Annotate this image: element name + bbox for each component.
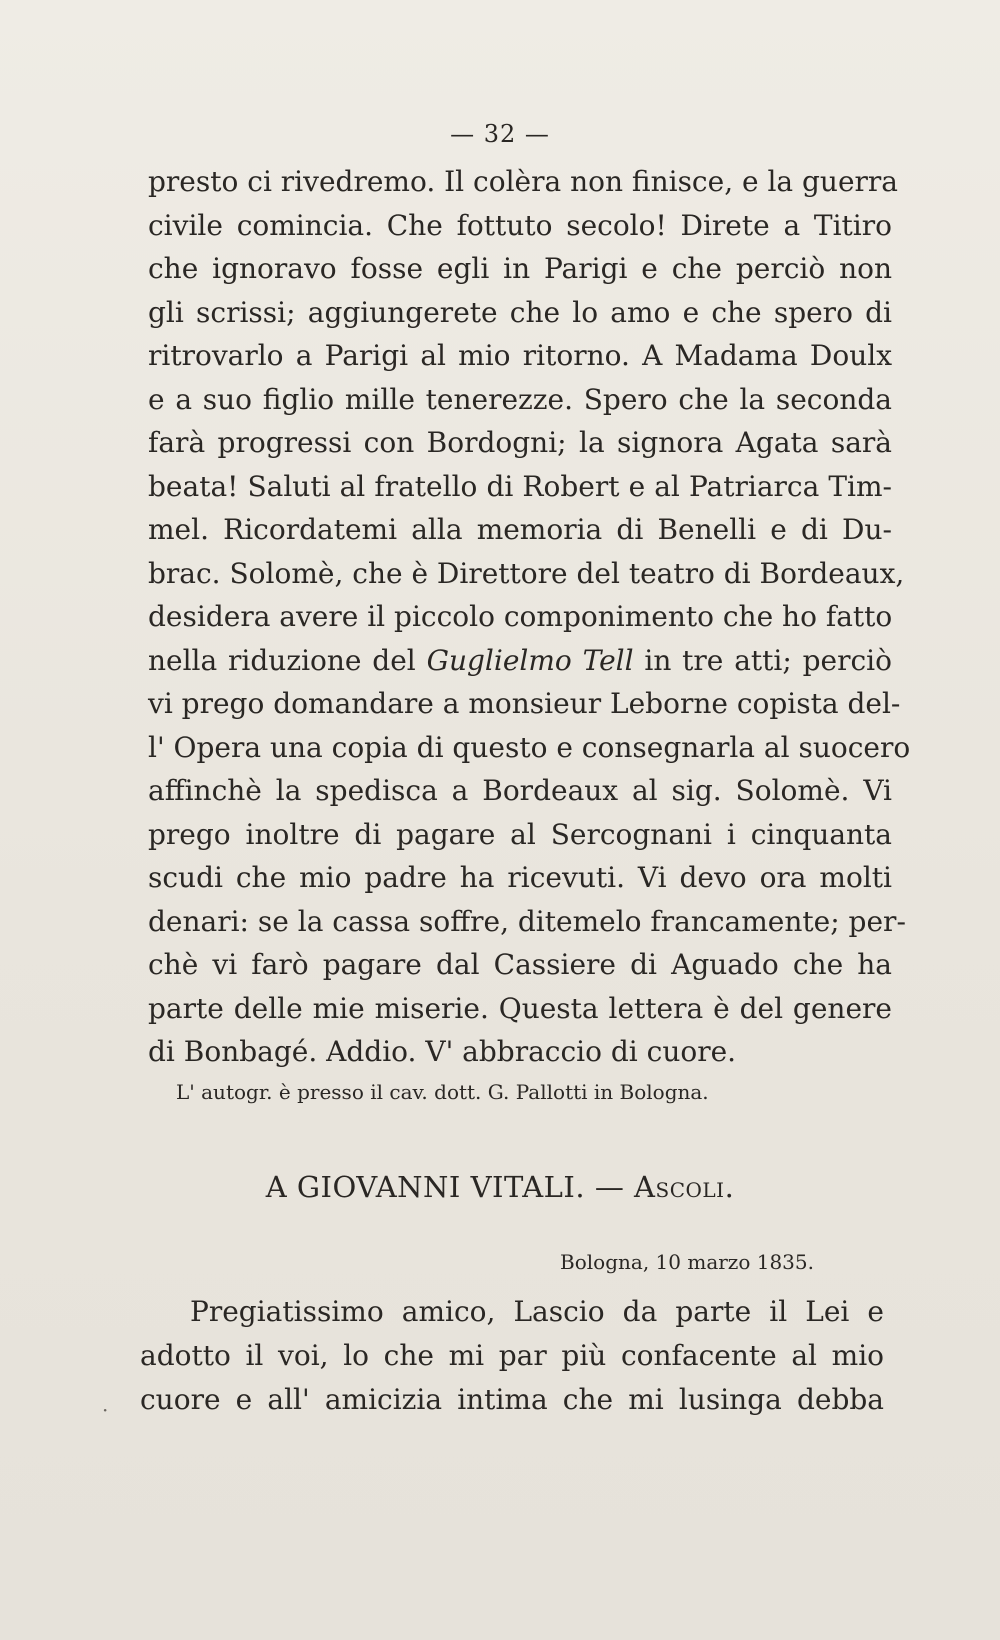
- text-line: gli scrissi; aggiungerete che lo amo e che spero di: [148, 295, 892, 329]
- letter-continuation: [148, 160, 911, 1074]
- text-line: mel. Ricordatemi alla memoria di Benelli e di Du-: [148, 513, 892, 546]
- margin-mark: ·: [102, 1398, 109, 1422]
- text-segment: in tre atti; perciò: [633, 643, 892, 677]
- letter-place: Ascoli.: [634, 1170, 735, 1204]
- text-line: scudi che mio padre ha ricevuti. Vi devo ora molti: [148, 861, 892, 894]
- text-segment: nella riduzione del: [148, 643, 427, 677]
- new-letter-body: [140, 1290, 884, 1422]
- text-line: chè vi farò pagare dal Cassiere di Aguado che ha: [148, 948, 892, 981]
- text-line-closing: di Bonbagé. Addio. V' abbraccio di cuore.: [148, 1035, 737, 1068]
- text-line: denari: se la cassa soffre, ditemelo francamente; per-: [148, 904, 906, 938]
- opera-title: Guglielmo Tell: [426, 643, 634, 677]
- text-line: affinchè la spedisca a Bordeaux al sig. Solomè. Vi: [148, 774, 892, 807]
- text-line: presto ci rivedremo. Il colèra non finisce, e la guerra: [148, 165, 898, 198]
- text-line: beata! Saluti al fratello di Robert e al Patriarca Tim-: [148, 469, 892, 503]
- letter-dateline: Bologna, 10 marzo 1835.: [560, 1250, 814, 1274]
- text-line: l' Opera una copia di questo e consegnarla al suocero: [148, 730, 911, 764]
- text-line: civile comincia. Che fottuto secolo! Direte a Titiro: [148, 208, 892, 242]
- text-line-with-title: [148, 639, 892, 683]
- letter-heading: [0, 1170, 1000, 1204]
- autograph-note: L' autogr. è presso il cav. dott. G. Pallotti in Bologna.: [176, 1080, 709, 1104]
- text-line: farà progressi con Bordogni; la signora Agata sarà: [148, 426, 892, 459]
- text-line: che ignoravo fosse egli in Parigi e che perciò non: [148, 252, 892, 285]
- text-line: brac. Solomè, che è Direttore del teatro di Bordeaux,: [148, 556, 905, 590]
- text-line: adotto il voi, lo che mi par più confacente al mio: [140, 1339, 884, 1372]
- text-line: prego inoltre di pagare al Sercognani i cinquanta: [148, 817, 892, 851]
- text-line: Pregiatissimo amico, Lascio da parte il Lei e: [190, 1295, 884, 1328]
- text-line: parte delle mie miserie. Questa lettera è del genere: [148, 991, 892, 1025]
- text-line: ritrovarlo a Parigi al mio ritorno. A Madama Doulx: [148, 339, 892, 372]
- text-line: vi prego domandare a monsieur Leborne copista del-: [148, 687, 901, 720]
- page-number: — 32 —: [450, 120, 550, 148]
- text-line: cuore e all' amicizia intima che mi lusinga debba: [140, 1383, 884, 1416]
- text-line: e a suo figlio mille tenerezze. Spero che la seconda: [148, 382, 892, 416]
- text-line: desidera avere il piccolo componimento che ho fatto: [148, 600, 893, 633]
- letter-recipient: A GIOVANNI VITALI. —: [265, 1170, 625, 1204]
